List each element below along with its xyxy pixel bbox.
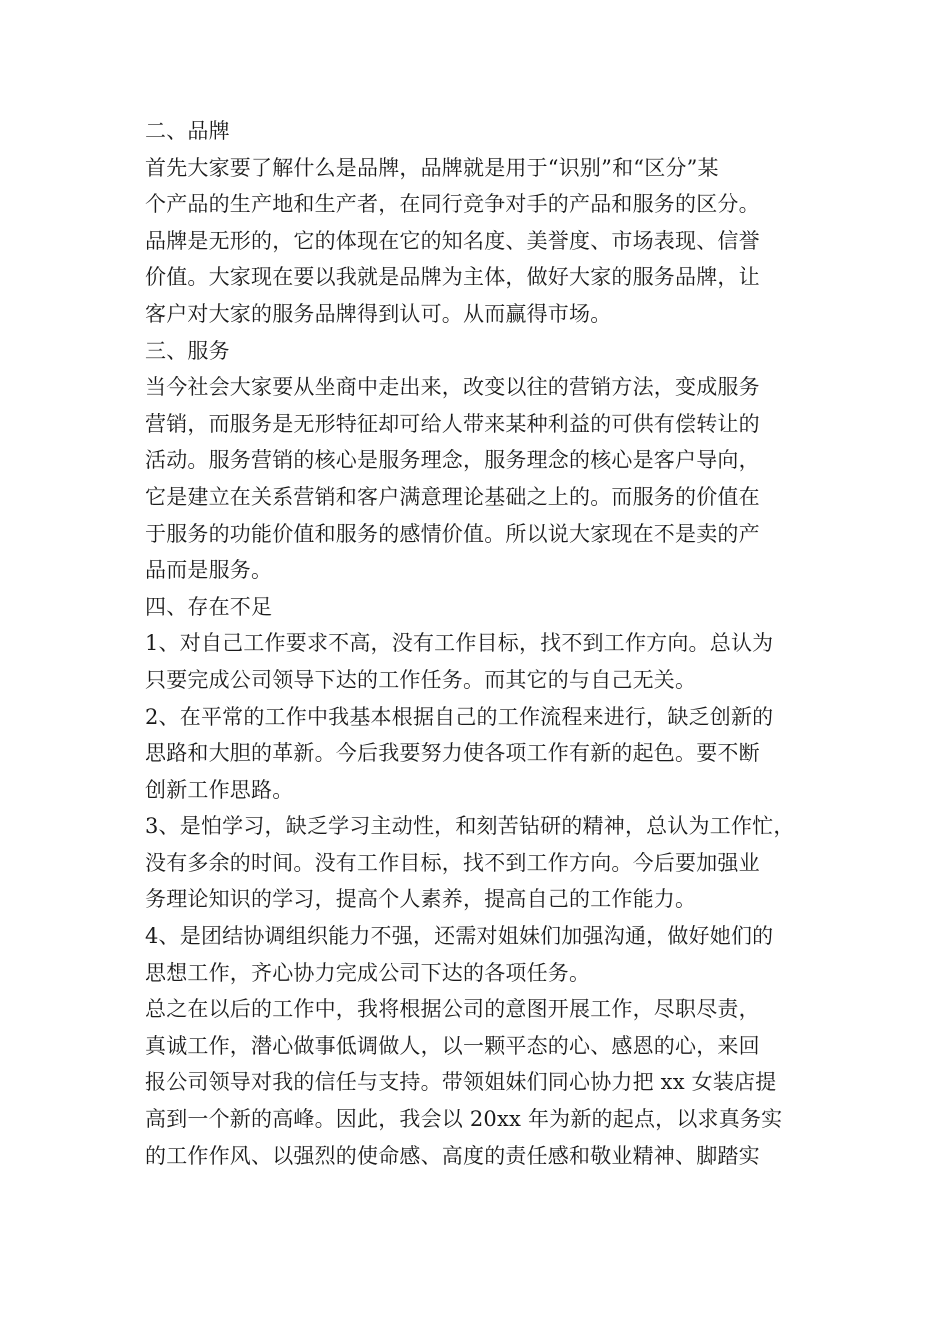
heading-brand: 二、品牌	[145, 119, 230, 143]
text-line: 没有多余的时间。没有工作目标，找不到工作方向。今后要加强业	[145, 850, 760, 875]
text-line: 2、在平常的工作中我基本根据自己的工作流程来进行，缺乏创新的	[145, 704, 774, 729]
text-line: 3、是怕学习，缺乏学习主动性，和刻苦钻研的精神，总认为工作忙，	[145, 814, 795, 839]
heading-shortcomings: 四、存在不足	[145, 594, 273, 619]
text-line: 于服务的功能价值和服务的感情价值。所以说大家现在不是卖的产	[145, 521, 760, 546]
text-line: 品而是服务。	[145, 558, 273, 583]
text-line: 高到一个新的高峰。因此，我会以 20xx 年为新的起点，以求真务实	[145, 1107, 783, 1132]
text-line: 4、是团结协调组织能力不强，还需对姐妹们加强沟通，做好她们的	[145, 924, 774, 949]
text-line: 活动。服务营销的核心是服务理念，服务理念的核心是客户导向，	[145, 448, 760, 473]
document-body	[145, 113, 810, 1174]
text-line: 思想工作，齐心协力完成公司下达的各项任务。	[145, 960, 591, 985]
text-line: 营销，而服务是无形特征却可给人带来某种利益的可供有偿转让的	[145, 411, 760, 436]
text-line: 的工作作风、以强烈的使命感、高度的责任感和敬业精神、脚踏实	[145, 1143, 760, 1168]
text-line: 只要完成公司领导下达的工作任务。而其它的与自己无关。	[145, 667, 697, 692]
text-line: 个产品的生产地和生产者，在同行竞争对手的产品和服务的区分。	[145, 192, 760, 217]
text-line: 客户对大家的服务品牌得到认可。从而赢得市场。	[145, 301, 612, 326]
text-line: 真诚工作，潜心做事低调做人，以一颗平态的心、感恩的心，来回	[145, 1033, 760, 1058]
text-line: 总之在以后的工作中，我将根据公司的意图开展工作，尽职尽责，	[145, 997, 760, 1022]
text-line: 它是建立在关系营销和客户满意理论基础之上的。而服务的价值在	[145, 484, 760, 509]
text-line: 品牌是无形的，它的体现在它的知名度、美誉度、市场表现、信誉	[145, 228, 760, 253]
text-line: 报公司领导对我的信任与支持。带领姐妹们同心协力把 xx 女装店提	[145, 1070, 777, 1095]
text-line: 首先大家要了解什么是品牌，品牌就是用于“识别”和“区分”某	[145, 155, 719, 180]
text-line: 思路和大胆的革新。今后我要努力使各项工作有新的起色。要不断	[145, 741, 760, 766]
heading-service: 三、服务	[145, 338, 230, 363]
text-line: 1、对自己工作要求不高，没有工作目标，找不到工作方向。总认为	[145, 631, 774, 656]
text-line: 当今社会大家要从坐商中走出来，改变以往的营销方法，变成服务	[145, 375, 760, 400]
text-line: 价值。大家现在要以我就是品牌为主体，做好大家的服务品牌，让	[145, 265, 760, 290]
text-line: 创新工作思路。	[145, 777, 294, 802]
text-line: 务理论知识的学习，提高个人素养，提高自己的工作能力。	[145, 887, 697, 912]
